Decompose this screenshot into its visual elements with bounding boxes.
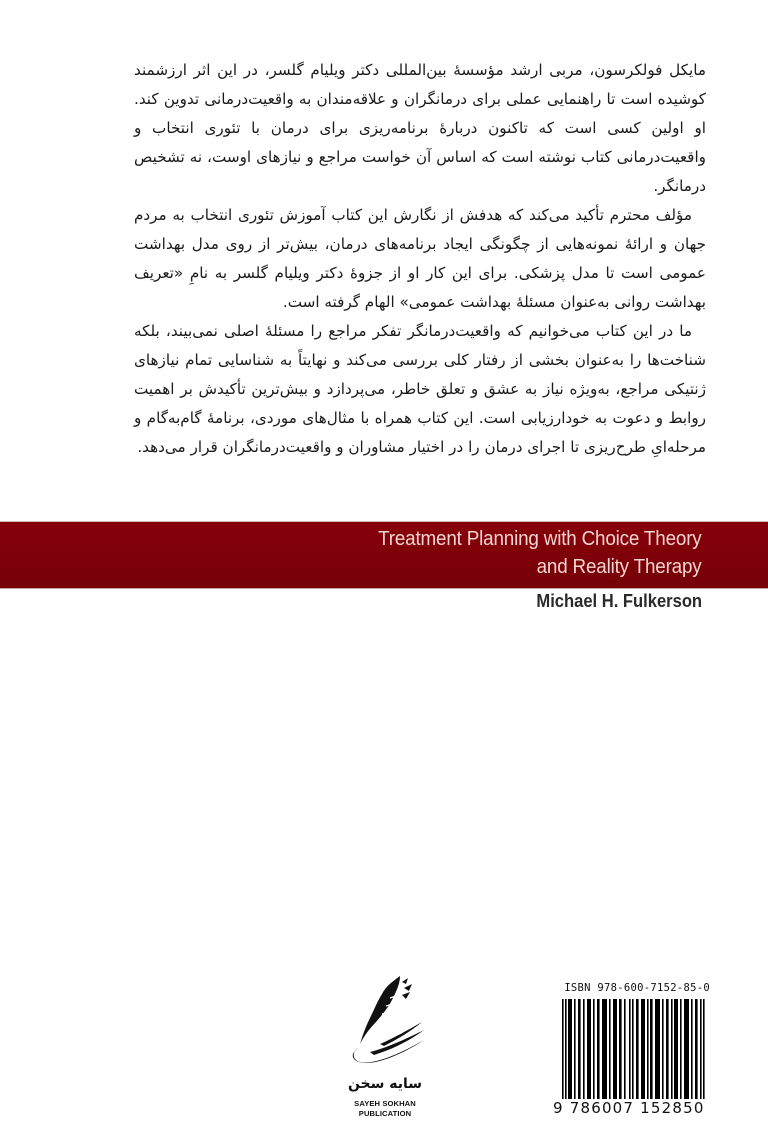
blurb-paragraph-1: مایکل فولکرسون، مربی ارشد مؤسسهٔ بین‌المللی دکتر ویلیام گلسر، در این اثر ارزشمند کوشیده است تا راهنمایی عملی برای درمانگران و علاقه‌مندان به واقعیت‌درمانی تدوین کند. او اولین کسی است که تاکنون دربارهٔ برنامه‌ریزی برای درمان با تئوری انتخاب و واقعیت‌درمانی کتاب نوشته است که اساس آن خواست مراجع و نیازهای اوست، نه تشخیص درمانگر. (134, 61, 706, 195)
isbn-label: ISBN 978-600-7152-85-0 (564, 982, 710, 994)
publisher-name-en (330, 1099, 440, 1119)
english-title (379, 525, 702, 581)
blurb-paragraph-3: ما در این کتاب می‌خوانیم که واقعیت‌درمانگر تفکر مراجع را مسئلهٔ اصلی نمی‌بیند، بلکه شناخت‌ها را به‌عنوان بخشی از رفتار کلی بررسی می‌کند و نهایتاً به شناسایی تمام نیازهای ژنتیکی مراجع، به‌ویژه نیاز به عشق و تعلق خاطر، می‌پردازد و بیش‌ترین تأکیدش بر اهمیت روابط و دعوت به خودارزیابی است. این کتاب همراه با مثال‌های موردی، برنامهٔ گام‌به‌گام و مرحله‌ایِ طرح‌ریزی تا اجرای درمان را در اختیار مشاوران و واقعیت‌درمانگران قرار می‌دهد. (134, 322, 706, 456)
english-title-line-1: Treatment Planning with Choice Theory (378, 527, 702, 550)
publisher-name-fa: سایه سخن (347, 1076, 423, 1092)
isbn-barcode (552, 982, 712, 1122)
publisher-logo (330, 968, 440, 1128)
publisher-name-en-line-1: SAYEH SOKHAN (354, 1099, 416, 1108)
barcode-digits-text: 9 786007 152850 (553, 1099, 705, 1117)
publisher-name-en-line-2: PUBLICATION (358, 1109, 412, 1118)
barcode-icon (562, 999, 706, 1109)
quill-feather-icon (330, 968, 440, 1078)
english-title-line-2: and Reality Therapy (537, 555, 702, 578)
back-cover-blurb (134, 56, 706, 462)
barcode-digits (552, 1099, 712, 1117)
blurb-paragraph-2: مؤلف محترم تأکید می‌کند که هدفش از نگارش این کتاب آموزش تئوری انتخاب به مردم جهان و ارائهٔ نمونه‌هایی از چگونگی ایجاد برنامه‌های درمان، بیش‌تر از روی مدل بهداشت عمومی است تا مدل پزشکی. برای این کار او از جزوهٔ دکتر ویلیام گلسر به نامِ «تعریف بهداشت روانی به‌عنوان مسئلهٔ بهداشت عمومی» الهام گرفته است. (134, 206, 706, 311)
author-name: Michael H. Fulkerson (536, 591, 702, 611)
